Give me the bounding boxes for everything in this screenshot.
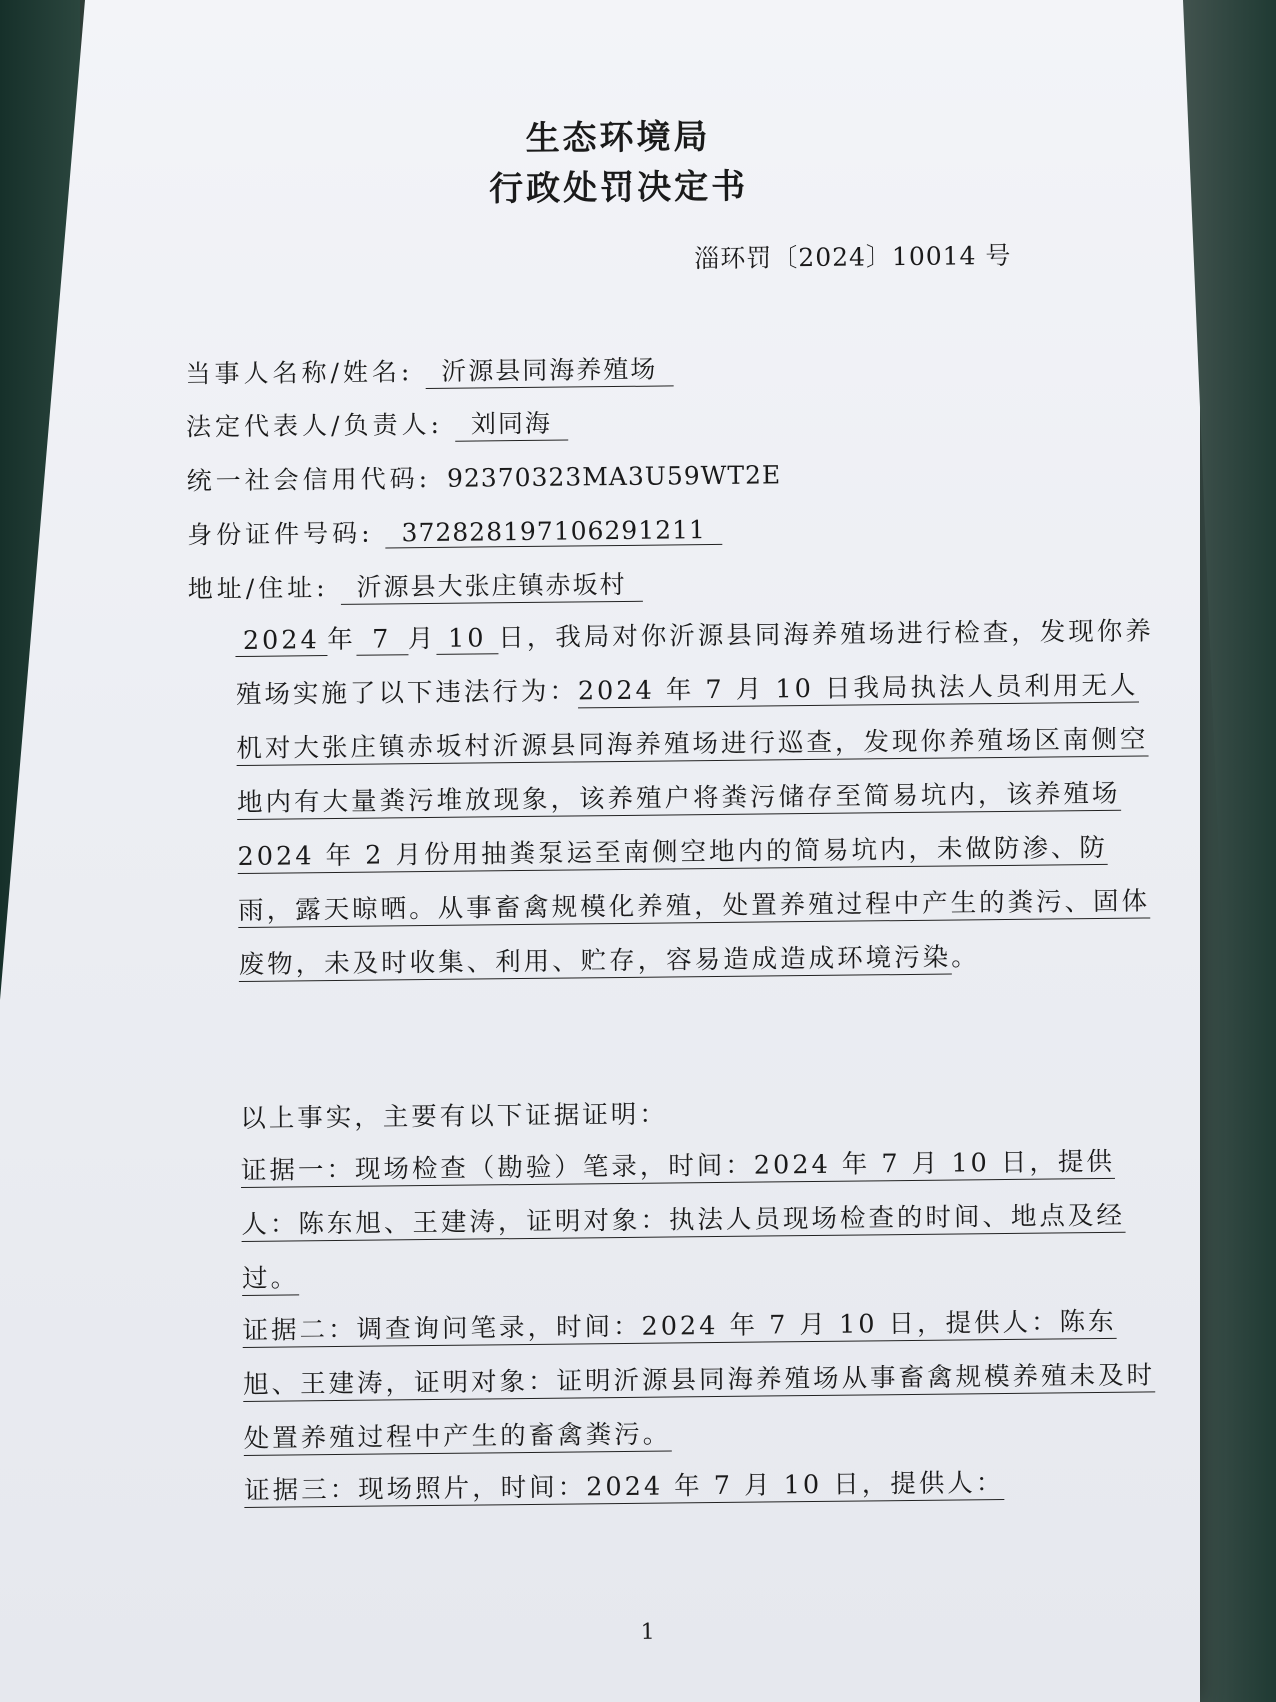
violation-end-mark: 。 (951, 942, 980, 973)
evidence-text: 证据二：调查询问笔录，时间：2024 年 7 月 10 日，提供人：陈东旭、王建涛，证明对象：证明沂源县同海养殖场从事畜禽规模养殖未及时处置养殖过程中产生的畜禽粪污。 (242, 1306, 1156, 1454)
field-label: 地址/住址: (187, 573, 329, 604)
document-number: 淄环罚〔2024〕10014 号 (694, 240, 1012, 274)
field-value: 沂源县同海养殖场 (425, 349, 673, 389)
inspection-year: 2024 (235, 625, 327, 657)
field-value: 372828197106291211 (385, 515, 722, 549)
evidence-text: 证据一：现场检查（勘验）笔录，时间：2024 年 7 月 10 日，提供人：陈东旭、王建涛，证明对象：执法人员现场检查的时间、地点及经过。 (240, 1146, 1126, 1294)
evidence-text: 证据三：现场照片，时间：2024 年 7 月 10 日，提供人： (244, 1468, 1005, 1506)
field-label: 当事人名称/姓名: (185, 357, 414, 389)
field-credit-code (186, 455, 797, 497)
evidence-item (180, 1294, 1169, 1466)
violation-paragraph (173, 604, 1164, 992)
field-label: 统一社会信用代码: (186, 463, 432, 496)
day-suffix: 日 (498, 622, 528, 654)
month-suffix: 月 (407, 623, 437, 655)
page-number: 1 (640, 1619, 655, 1645)
field-value: 92370323MA3U59WT2E (446, 460, 782, 493)
violation-description: 2024 年 7 月 10 日我局执法人员利用无人机对大张庄镇赤坂村沂源县同海养殖场进行巡查，发现你养殖场区南侧空地内有大量粪污堆放现象，该养殖户将粪污储存至简易坑内，该养殖场 2024 年 2 月份用抽粪泵运至南侧空地内的简易坑内，未做防渗、防雨，露天晾晒。从事畜禽规模化养殖，处置养殖过程中产生的粪污、固体废物，未及时收集、利用、贮存，容易造成造成环境污染 (236, 670, 1151, 981)
field-value: 沂源县大张庄镇赤坂村 (340, 565, 642, 605)
inspection-month: 7 (356, 624, 408, 656)
field-label: 法定代表人/负责人: (185, 409, 444, 442)
year-suffix: 年 (327, 624, 356, 656)
field-party-name (185, 349, 673, 391)
field-id-number (187, 510, 722, 552)
field-value: 刘同海 (455, 404, 568, 442)
evidence-item (179, 1134, 1168, 1306)
document-title-type: 行政处罚决定书 (488, 166, 749, 210)
field-legal-representative (186, 404, 568, 445)
evidence-item (182, 1454, 1170, 1518)
document-title-agency: 生态环境局 (525, 117, 711, 159)
inspection-day: 10 (436, 623, 498, 655)
evidence-intro: 以上事实，主要有以下证据证明： (240, 1099, 668, 1134)
field-address (188, 565, 643, 607)
field-label: 身份证件号码: (187, 518, 374, 550)
inspection-lead-text: ，我局对你沂源县同海养殖场进行检查，发现你养殖场实施了以下违法行为： (235, 616, 1154, 711)
